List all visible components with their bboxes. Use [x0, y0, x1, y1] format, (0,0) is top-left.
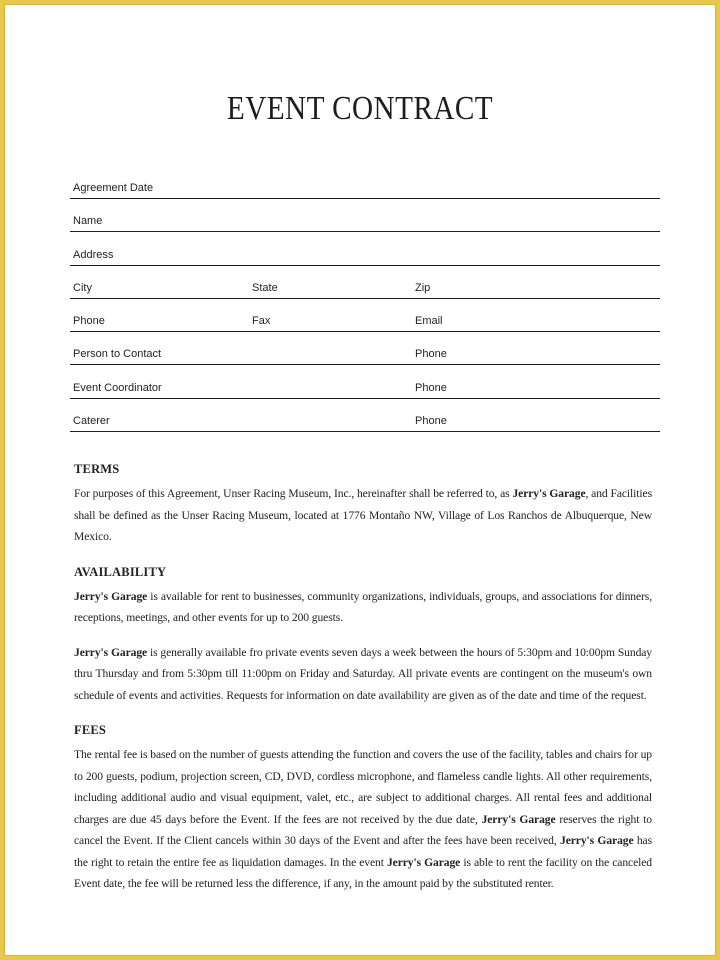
form-label: Email: [415, 315, 443, 328]
business-name: Jerry's Garage: [560, 834, 634, 847]
form-label: Phone: [415, 381, 447, 394]
availability-paragraph-1: [74, 586, 652, 629]
form-label: Person to Contact: [73, 348, 162, 361]
document-title: EVENT CONTRACT: [226, 90, 494, 127]
form-row-caterer[interactable]: [70, 399, 660, 432]
text-run: reserves the right to cancel the Event. If the Client cancels within 30 days of the Event and after the fees have been received,: [74, 812, 652, 847]
form-row-phone-fax-email[interactable]: [70, 299, 660, 332]
form-row-agreement-date[interactable]: [70, 174, 660, 199]
form-label: Fax: [252, 315, 271, 328]
form-label: Name: [73, 215, 103, 228]
text-run: The rental fee is based on the number of guests attending the function and covers the use of the facility, tables and chairs for up to 200 guests, podium, projection screen, CD, DVD, cordless microphone, and flameless candle lights. All other requirements, including additional audio and visual equipment, valet, etc., are subject to additional charges. All rental fees and additional charges are due 45 days before the Event. If the fees are not received by the due date,: [74, 748, 652, 826]
form-row-city-state-zip[interactable]: [70, 266, 660, 299]
document-page: [4, 4, 716, 956]
business-name: Jerry's Garage: [386, 855, 461, 869]
form-label: Phone: [415, 415, 447, 428]
text-run: For purposes of this Agreement, Unser Racing Museum, Inc., hereinafter shall be referred to, as: [74, 487, 513, 500]
form-label: Zip: [415, 281, 431, 294]
form-label: Event Coordinator: [73, 381, 162, 394]
fees-paragraph: [74, 744, 652, 895]
form-label: Caterer: [73, 415, 110, 428]
form-label: Phone: [415, 348, 447, 361]
form-row-event-coordinator[interactable]: [70, 365, 660, 398]
form-row-name[interactable]: [70, 199, 660, 232]
text-run: is generally available fro private events seven days a week between the hours of 5:30pm and 10:00pm Sunday thru Thursday and from 5:30pm till 11:00pm on Friday and Saturday. All private events are contingent on the museum's own schedule of events and activities. Requests for information on date availability are given as of the date and time of the request.: [74, 645, 653, 702]
text-run: has the right to retain the entire fee as liquidation damages. In the event: [74, 834, 652, 869]
text-run: , and Facilities shall be defined as the Unser Racing Museum, located at 1776 Montaño NW, Village of Los Ranchos de Albuquerque, New Mexico.: [74, 487, 652, 543]
form-label: Agreement Date: [73, 182, 154, 194]
contact-form: [70, 174, 660, 432]
text-run: is available for rent to businesses, community organizations, individuals, groups, and associations for dinners, receptions, meetings, and other events for up to 200 guests.: [74, 589, 653, 624]
section-heading-availability: AVAILABILITY: [74, 564, 167, 579]
section-heading-fees: FEES: [74, 723, 107, 737]
contract-terms: [74, 462, 652, 895]
form-label: Address: [73, 248, 114, 261]
form-label: Phone: [73, 315, 105, 328]
business-name: Jerry's Garage: [74, 589, 148, 603]
business-name: Jerry's Garage: [481, 812, 556, 826]
business-name: Jerry's Garage: [74, 645, 148, 659]
form-label: State: [252, 281, 278, 294]
form-row-address[interactable]: [70, 232, 660, 265]
section-heading-terms: TERMS: [74, 462, 120, 476]
terms-paragraph: [74, 483, 652, 548]
text-run: is able to rent the facility on the canceled Event date, the fee will be returned less the difference, if any, in the amount paid by the substituted renter.: [74, 855, 652, 890]
form-label: City: [73, 281, 92, 294]
form-row-person-to-contact[interactable]: [70, 332, 660, 365]
availability-paragraph-2: [74, 642, 652, 707]
business-name: Jerry's Garage: [512, 487, 586, 500]
